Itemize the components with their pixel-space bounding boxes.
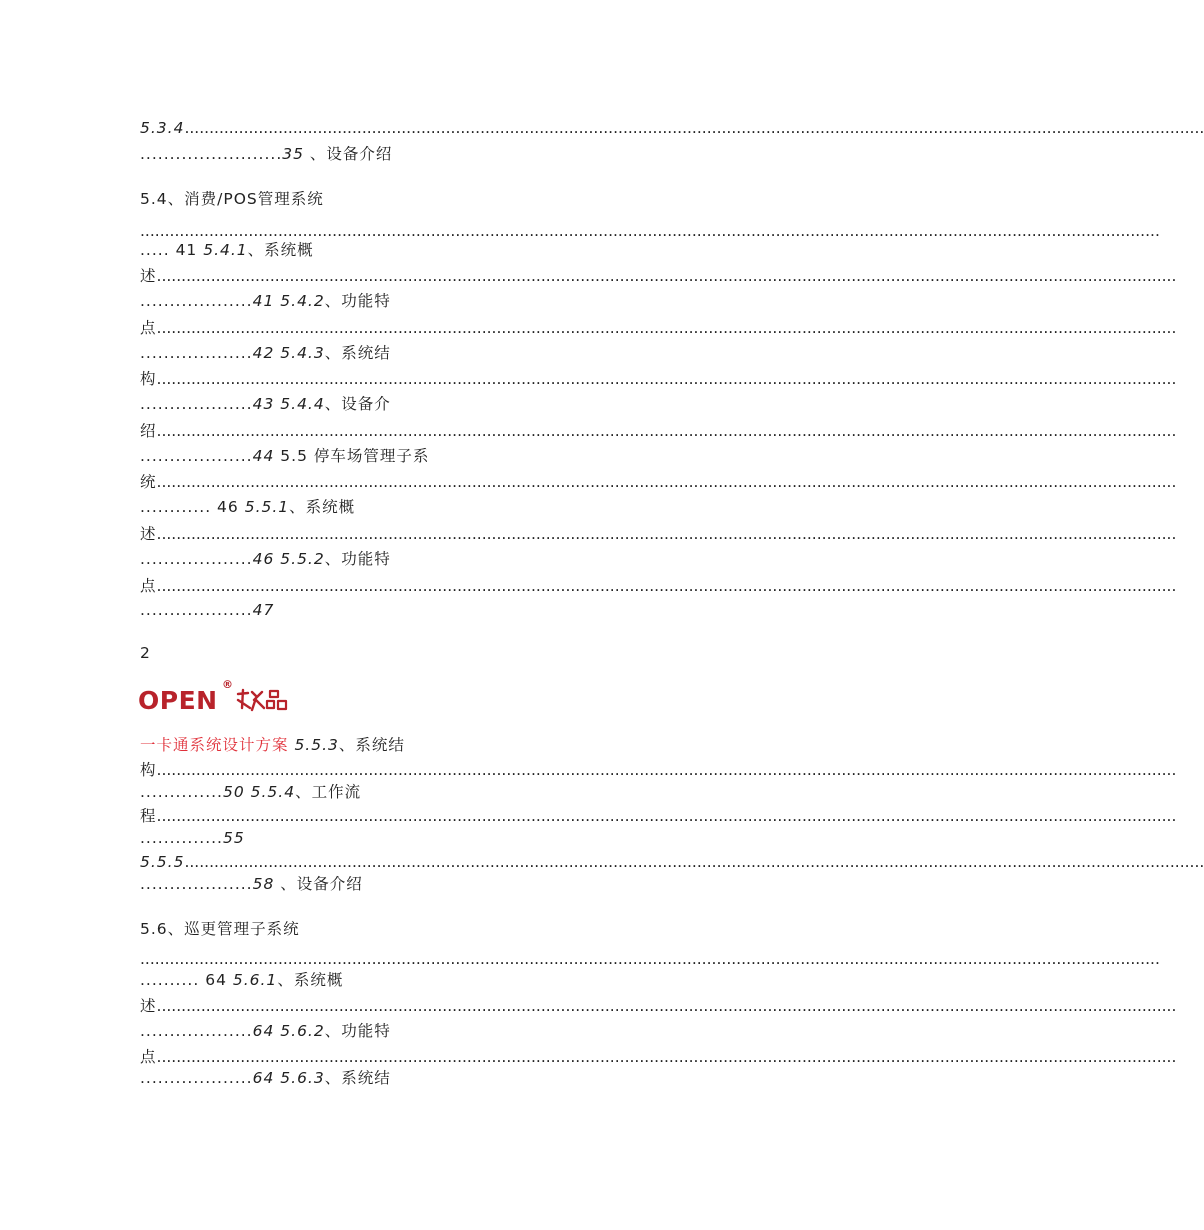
toc-line (140, 874, 810, 894)
toc-text: 统 (140, 473, 157, 491)
toc-text: 50 5.5.4 (222, 783, 296, 801)
toc-text: 5.5.5 (140, 853, 185, 871)
toc-text: 44 (252, 447, 275, 465)
toc-text: 5.6.1 (232, 971, 278, 989)
toc-line (140, 1021, 810, 1041)
toc-text: 、工作流 (295, 783, 362, 801)
toc-text: 2 (140, 644, 151, 662)
toc-text: 述 (140, 525, 157, 543)
toc-leader: ............................................................................................................................................................................................................... (156, 525, 1177, 543)
toc-leader: ............................................................................................................................................................................................................... (156, 997, 1177, 1015)
toc-line (140, 524, 1177, 544)
toc-text: 5.4.1 (203, 241, 248, 259)
toc-leader: ................... (140, 344, 253, 362)
toc-text: 、设备介绍 (303, 145, 393, 163)
toc-line (140, 421, 1177, 441)
toc-text: 一卡通系统设计方案 (140, 736, 289, 754)
toc-text: 55 (222, 829, 245, 847)
toc-leader: ............................................................................................................................................................................................................... (184, 119, 1204, 137)
toc-text: 点 (140, 1048, 157, 1066)
toc-line (140, 782, 810, 802)
toc-line (140, 949, 1160, 969)
logo-script-icon (234, 686, 294, 714)
toc-text: 41 (169, 241, 204, 259)
toc-leader: ............................................................................................................................................................................................................... (184, 853, 1204, 871)
toc-line (140, 643, 810, 663)
toc-leader: ................... (140, 447, 253, 465)
toc-text: 64 5.6.2 (252, 1022, 325, 1040)
toc-leader: .............. (140, 829, 223, 847)
toc-leader: ................... (140, 550, 253, 568)
toc-text: 64 (199, 971, 233, 989)
toc-text: 、系统结 (324, 344, 391, 362)
toc-text: 42 5.4.3 (252, 344, 325, 362)
toc-text: 、系统结 (338, 736, 405, 754)
toc-line (140, 576, 1177, 596)
toc-leader: ............................................................................................................................................................................................................... (156, 422, 1177, 440)
toc-line (140, 970, 810, 990)
toc-line (140, 343, 810, 363)
toc-line (140, 318, 1177, 338)
toc-text: 、功能特 (324, 292, 391, 310)
brand-logo (138, 678, 298, 716)
toc-leader: ............................................................................................................................................................................................................... (156, 267, 1177, 285)
toc-leader: ................... (140, 1022, 253, 1040)
toc-text: 述 (140, 267, 157, 285)
toc-leader: ................... (140, 395, 253, 413)
toc-text: 5.5.1 (244, 498, 290, 516)
toc-line (140, 549, 810, 569)
toc-text: 5.3.4 (140, 119, 185, 137)
toc-text: 41 5.4.2 (252, 292, 325, 310)
toc-leader: ............................................................................................................................................................................................................... (140, 950, 1160, 968)
toc-line (140, 446, 810, 466)
toc-text: 、功能特 (324, 1022, 391, 1040)
toc-text: 、设备介绍 (274, 875, 363, 893)
toc-leader: ................... (140, 292, 253, 310)
toc-text: 述 (140, 997, 157, 1015)
toc-line (140, 394, 810, 414)
toc-text: 、系统概 (289, 498, 356, 516)
toc-line (140, 760, 1177, 780)
toc-line (140, 144, 810, 164)
toc-line (140, 118, 1204, 138)
toc-line (140, 828, 810, 848)
toc-leader: ............................................................................................................................................................................................................... (156, 761, 1177, 779)
toc-leader: ................... (140, 1069, 253, 1087)
toc-leader: ............................................................................................................................................................................................................... (156, 1048, 1177, 1066)
toc-text: 点 (140, 577, 157, 595)
toc-text: 58 (252, 875, 275, 893)
toc-line (140, 497, 810, 517)
toc-line (140, 735, 810, 755)
toc-leader: .......... (140, 971, 200, 989)
toc-text: 、系统概 (247, 241, 314, 259)
toc-line (140, 266, 1177, 286)
toc-leader: ........................ (140, 145, 283, 163)
toc-text: 、功能特 (324, 550, 391, 568)
toc-text: 绍 (140, 422, 157, 440)
toc-text: 、系统概 (277, 971, 344, 989)
toc-text: 5.5 停车场管理子系 (274, 447, 430, 465)
toc-leader: .............. (140, 783, 223, 801)
toc-leader: ................... (140, 875, 253, 893)
toc-line (140, 291, 810, 311)
toc-line (140, 852, 1204, 872)
toc-line (140, 189, 810, 209)
toc-leader: ............................................................................................................................................................................................................... (156, 319, 1177, 337)
toc-line (140, 1068, 810, 1088)
toc-line (140, 472, 1177, 492)
toc-line (140, 240, 810, 260)
toc-text: 64 5.6.3 (252, 1069, 325, 1087)
toc-leader: ............ (140, 498, 212, 516)
toc-text: 5.6、巡更管理子系统 (140, 920, 300, 938)
toc-text: 构 (140, 370, 157, 388)
toc-leader: ............................................................................................................................................................................................................... (156, 577, 1177, 595)
toc-leader: ................... (140, 601, 253, 619)
toc-text: 构 (140, 761, 157, 779)
toc-line (140, 369, 1177, 389)
toc-leader: ..... (140, 241, 170, 259)
toc-line (140, 600, 810, 620)
toc-leader: ............................................................................................................................................................................................................... (140, 222, 1160, 240)
logo-wordmark: OPEN (138, 686, 218, 715)
registered-mark: ® (222, 678, 233, 691)
toc-line (140, 806, 1177, 826)
toc-text: 、系统结 (324, 1069, 391, 1087)
toc-line (140, 996, 1177, 1016)
toc-leader: ............................................................................................................................................................................................................... (156, 370, 1177, 388)
toc-text: 43 5.4.4 (252, 395, 325, 413)
toc-leader: ............................................................................................................................................................................................................... (156, 807, 1177, 825)
toc-text: 35 (282, 145, 304, 163)
toc-line (140, 919, 810, 939)
toc-text: 5.4、消费/POS管理系统 (140, 190, 324, 208)
toc-text: 、设备介 (324, 395, 391, 413)
toc-text: 点 (140, 319, 157, 337)
toc-line (140, 221, 1160, 241)
toc-text: 46 (211, 498, 245, 516)
toc-leader: ............................................................................................................................................................................................................... (156, 473, 1177, 491)
toc-text: 程 (140, 807, 157, 825)
toc-text: 5.5.3 (288, 736, 339, 754)
toc-text: 47 (252, 601, 275, 619)
toc-line (140, 1047, 1177, 1067)
toc-text: 46 5.5.2 (252, 550, 325, 568)
